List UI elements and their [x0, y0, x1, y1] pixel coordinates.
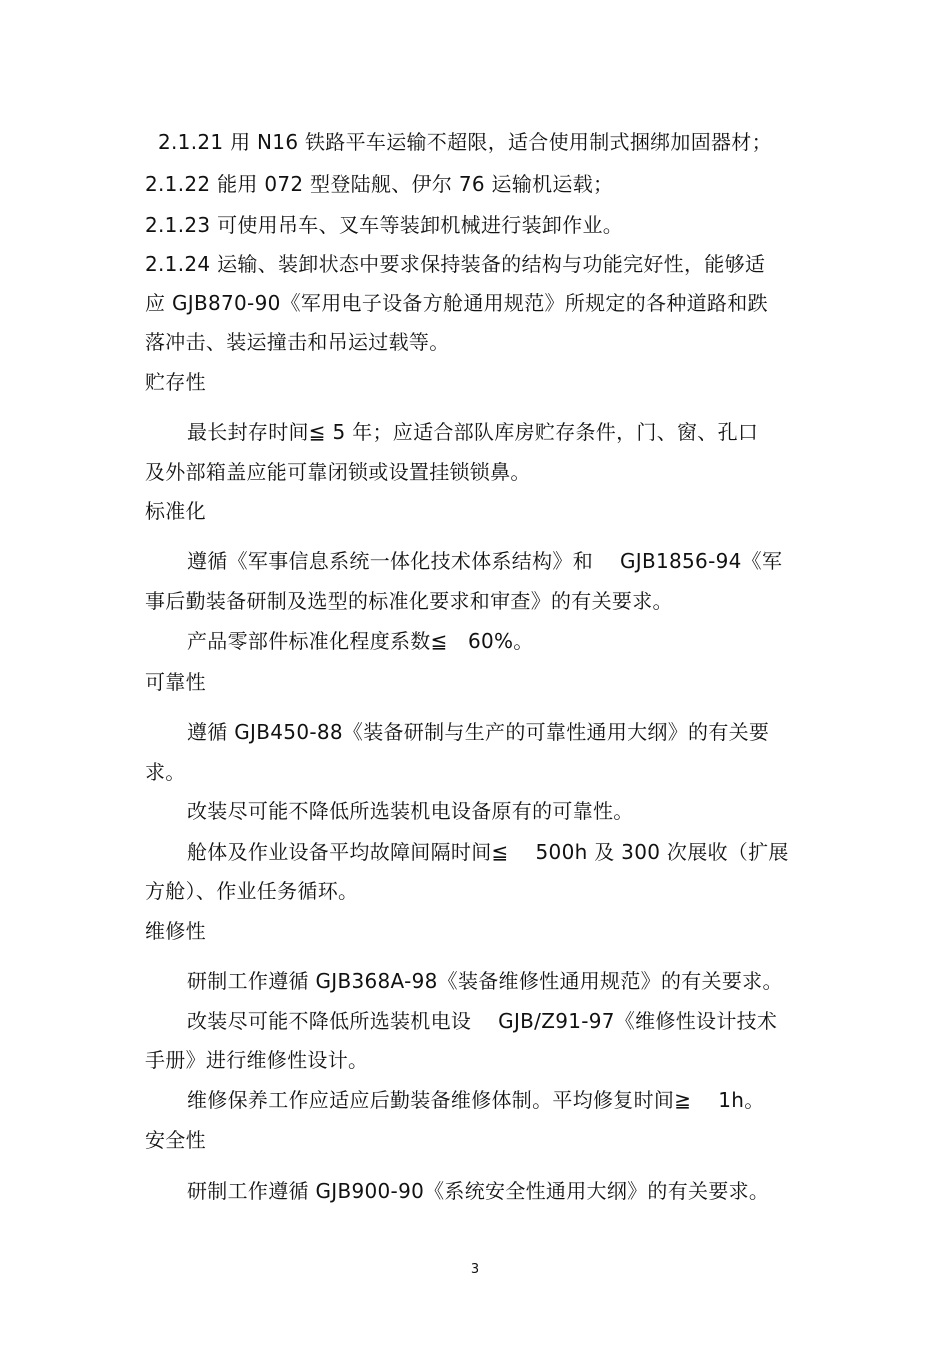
reliability-mtbf-line-2: 方舱）、作业任务循环。	[145, 879, 359, 903]
reliability-mtbf-line-1: 舱体及作业设备平均故障间隔时间≦ 500h 及 300 次展收（扩展	[187, 840, 789, 864]
clause-2-1-22: 2.1.22 能用 072 型登陆舰、伊尔 76 运输机运载；	[145, 172, 614, 196]
standardization-coefficient: 产品零部件标准化程度系数≦ 60%。	[187, 629, 534, 653]
storage-paragraph-line-2: 及外部箱盖应能可靠闭锁或设置挂锁锁鼻。	[145, 460, 531, 484]
standardization-paragraph-line-1: 遵循《军事信息系统一体化技术体系结构》和 GJB1856-94《军	[187, 549, 783, 573]
section-heading-reliability: 可靠性	[145, 670, 206, 694]
clause-2-1-24-line-2: 应 GJB870-90《军用电子设备方舱通用规范》所规定的各种道路和跌	[145, 291, 768, 315]
maintainability-paragraph: 研制工作遵循 GJB368A-98《装备维修性通用规范》的有关要求。	[187, 969, 783, 993]
section-heading-safety: 安全性	[145, 1128, 206, 1152]
reliability-modification: 改装尽可能不降低所选装机电设备原有的可靠性。	[187, 799, 634, 823]
clause-2-1-21: 2.1.21 用 N16 铁路平车运输不超限，适合使用制式捆绑加固器材；	[158, 130, 772, 154]
maintainability-modification-line-1: 改装尽可能不降低所选装机电设 GJB/Z91-97《维修性设计技术	[187, 1009, 778, 1033]
section-heading-standardization: 标准化	[145, 499, 206, 523]
page-number: 3	[470, 1262, 480, 1277]
maintainability-modification-line-2: 手册》进行维修性设计。	[145, 1048, 369, 1072]
clause-2-1-24-line-3: 落冲击、装运撞击和吊运过载等。	[145, 330, 450, 354]
safety-paragraph: 研制工作遵循 GJB900-90《系统安全性通用大纲》的有关要求。	[187, 1179, 770, 1203]
section-heading-maintainability: 维修性	[145, 919, 206, 943]
clause-2-1-24-line-1: 2.1.24 运输、装卸状态中要求保持装备的结构与功能完好性，能够适	[145, 252, 766, 276]
storage-paragraph-line-1: 最长封存时间≦ 5 年；应适合部队库房贮存条件，门、窗、孔口	[187, 420, 759, 444]
reliability-paragraph-line-2: 求。	[145, 760, 186, 784]
section-heading-storage: 贮存性	[145, 370, 206, 394]
reliability-paragraph-line-1: 遵循 GJB450-88《装备研制与生产的可靠性通用大纲》的有关要	[187, 720, 770, 744]
clause-2-1-23: 2.1.23 可使用吊车、叉车等装卸机械进行装卸作业。	[145, 213, 624, 237]
maintainability-mttr: 维修保养工作应适应后勤装备维修体制。平均修复时间≧ 1h。	[187, 1088, 765, 1112]
standardization-paragraph-line-2: 事后勤装备研制及选型的标准化要求和审查》的有关要求。	[145, 589, 673, 613]
